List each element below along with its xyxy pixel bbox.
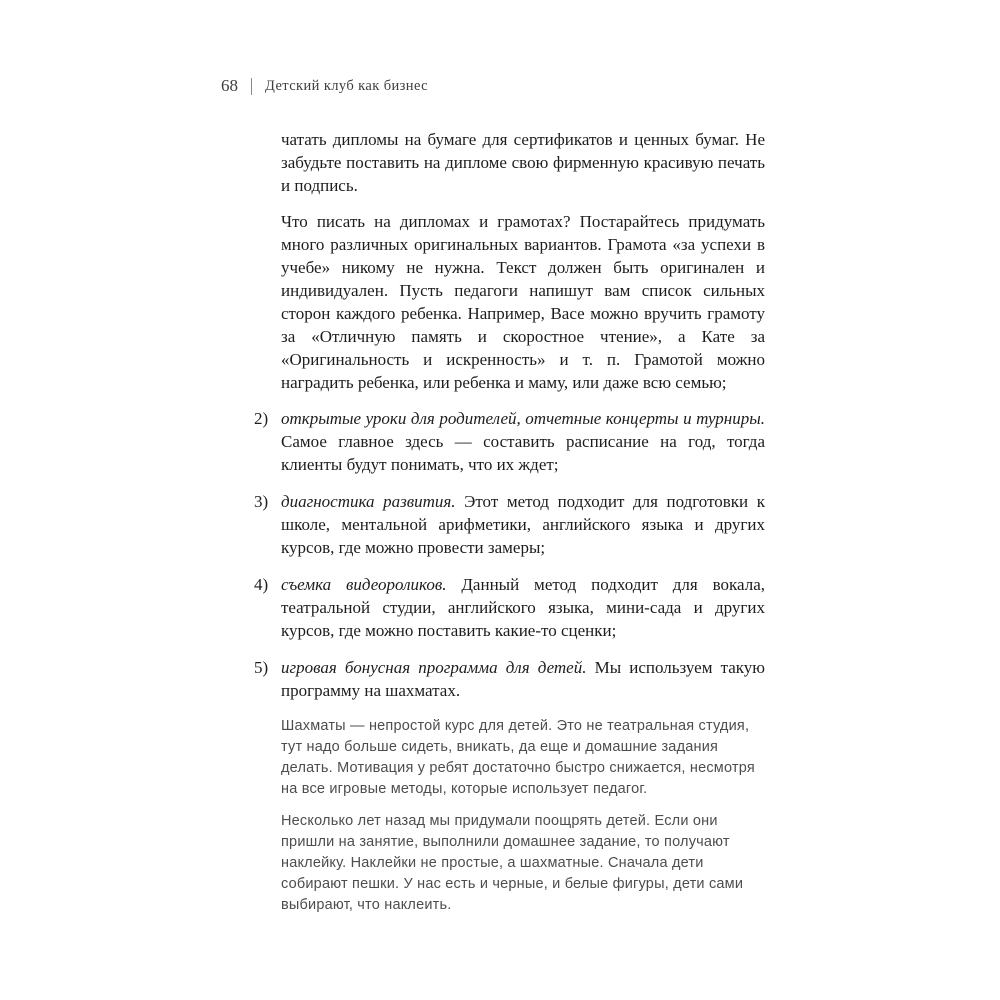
page-number: 68 <box>221 76 238 95</box>
list-item <box>254 656 765 702</box>
example-paragraph: Шахматы — непростой курс для детей. Это не театральная студия, тут надо больше сидеть, вникать, да еще и домашние задания делать. Мотивация у ребят достаточно быстро снижается, несмотря на все игровые методы, которые использует педагог. <box>281 718 755 797</box>
list-item-lead: диагностика развития. <box>281 492 456 511</box>
list-item-rest: Мы используем такую программу на шахматах. <box>281 658 765 700</box>
list-item-number: 2) <box>254 409 269 428</box>
running-head: Детский клуб как бизнес <box>265 77 428 94</box>
list-item-number: 5) <box>254 658 269 677</box>
list-item-number: 3) <box>254 492 269 511</box>
list-item <box>254 490 765 559</box>
list-item <box>254 407 765 476</box>
page-header <box>221 76 428 96</box>
example-block <box>281 716 765 916</box>
body-paragraph-continuation: чатать дипломы на бумаге для сертификатов и ценных бумаг. Не забудьте поставить на дипломе свою фирменную красивую печать и подпись. <box>281 130 765 195</box>
page-body <box>254 128 765 927</box>
header-divider <box>251 78 252 95</box>
list-item-text <box>281 573 765 642</box>
body-paragraph: Что писать на дипломах и грамотах? Постарайтесь придумать много различных оригинальных вариантов. Грамота «за успехи в учебе» никому не нужна. Текст должен быть оригинален и индивидуален. Пусть педагоги напишут вам список сильных сторон каждого ребенка. Например, Васе можно вручить грамоту за «Отличную память и скоростное чтение», а Кате за «Оригинальность и искренность» и т. п. Грамотой можно наградить ребенка, или ребенка и маму, или даже всю семью; <box>281 212 765 392</box>
list-item-text <box>281 490 765 559</box>
list-item-text <box>281 407 765 476</box>
list-item-lead: съемка видеороликов. <box>281 575 447 594</box>
list-item-lead: открытые уроки для родителей, отчетные концерты и турниры. <box>281 409 765 428</box>
list-item-rest: Данный метод подходит для вокала, театральной студии, английского языка, мини-сада и других курсов, где можно поставить какие-то сценки; <box>281 575 765 640</box>
list-item-number: 4) <box>254 575 269 594</box>
list-item-rest: Этот метод подходит для подготовки к школе, ментальной арифметики, английского языка и других курсов, где можно провести замеры; <box>281 492 765 557</box>
list-item-text <box>281 656 765 702</box>
example-paragraph: Несколько лет назад мы придумали поощрять детей. Если они пришли на занятие, выполнили домашнее задание, то получают наклейку. Наклейки не простые, а шахматные. Сначала дети собирают пешки. У нас есть и черные, и белые фигуры, дети сами выбирают, что наклеить. <box>281 813 744 913</box>
list-item <box>254 573 765 642</box>
list-item-rest: Самое главное здесь — составить расписание на год, тогда клиенты будут понимать, что их ждет; <box>281 432 765 474</box>
list-item-lead: игровая бонусная программа для детей. <box>281 658 587 677</box>
